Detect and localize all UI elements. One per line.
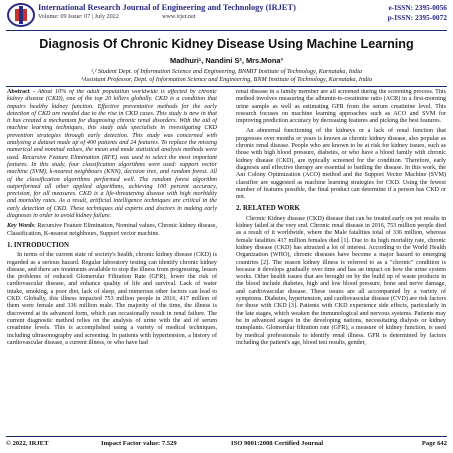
abstract-text: - About 10% of the adult population worldwide is affected by chronic kidney disease (CKD), one of the top 20 killers globally. CKD is a condition that impairs healthy kidney function. Effective preventative methods for the early detection of CKD are needed due to the rise in CKD cases. This study is new in that it has created a mechanism for diagnosing chronic renal disorders. With the aid of machine learning techniques, this study aids specialists in investigating CKD prevention strategies through early detection. This study was concerned with analysing a dataset made up of 400 patients and 24 features. To replace the missing numerical and nominal values, the mean and mode statistical analysis methods were used. Recursive Feature Elimination (RFE) was used to select the most important features. In this study, four classification algorithms were used: support vector machine (SVM), k-nearest neighbours (KNN), decision tree, and random forest. All of the classification algorithms performed well. The random forest algorithm outperformed all other applied algorithms, achieving 100 percent accuracy, precision, for all measures. CKD is a life-threatening disease with high morbidity and mortality rates. As a result, artificial intelligence techniques are critical in the early detection of CKD. These techniques aid experts and doctors in making early diagnoses in order to avoid kidney failure. [7,89,217,220]
introduction-heading: 1. INTRODUCTION [7,241,70,249]
p-issn: p-ISSN: 2395-0072 [387,12,447,22]
footer-page-number: Page 642 [421,440,447,447]
volume-line [38,13,338,21]
footer-impact-factor: Impact Factor value: 7.529 [101,440,177,447]
left-column [7,89,217,429]
journal-info [38,3,338,21]
abstract-label: Abstract [7,89,30,95]
irjet-logo-icon [6,2,36,28]
footer-copyright: © 2022, IRJET [6,440,49,447]
introduction-paragraph: In terms of the current state of society's health, chronic kidney disease (CKD) is regarded as a serious hazard. Regular laboratory testing can identify chronic kidney disease, and there are treatments available to stop the illness from progressing, lessen the problems of reduced Glomerular Filtration Rate (GFR), lower the risk of cardiovascular disease, and enhance quality of life and survival. Lack of water intake, smoking, a poor diet, lack of sleep, and numerous other factors can lead to CKD. Globally, this illness impacted 753 million people in 2016, 417 million of them were female and 336 million male. The majority of the time, the illness is discovered at its advanced form, which can occasionally result in renal failure. The current diagnostic method relies on the analysis of urine with the aid of serum creatinine levels. This is accomplished using a variety of medical techniques, including ultrasonography and screening. In patients with hypertension, a history of cardiovascular disease, a current illness, or who have had [7,252,217,346]
keywords-text: : Recursive Feature Elimination, Nominal values, Chronic kidney disease, Classification, K-nearest neighbours, Support vector machine. [7,223,217,237]
related-work-heading: 2. RELATED WORK [236,205,300,213]
screening-paragraph: renal disease in a family member are all screened during the screening process. This method involves measuring the albumin-to-creatinine ratio (ACR) in a first-morning urine sample as well as estimating GFR from the serum creatinine level. This research focuses on machine learning approaches such as ACO and SVM for improving prediction accuracy by decreasing features and picking the best features. [236,89,446,125]
volume-issue: Volume: 09 Issue: 07 | July 2022 [38,13,119,20]
journal-header [0,0,453,30]
affiliations [0,68,453,84]
right-column [236,89,446,429]
footer-divider [6,436,447,437]
journal-title: International Research Journal of Engineering and Technology (IRJET) [38,3,296,12]
abstract-paragraph [7,89,217,220]
title-divider [6,86,447,87]
footer-iso: ISO 9001:2008 Certified Journal [231,440,324,447]
affiliation-students: ¹,² Student Dept. of Information Science and Engineering, BNMIT Institute of Technology, Karnataka, India [90,68,362,75]
affiliation-professor: ³Assistant Professor, Dept. of Information Science and Engineering, BNM Institute of Technology, Karnataka, India [80,76,373,83]
issn-block [388,3,447,22]
related-work-paragraph: Chronic Kidney disease (CKD) disease that can be treated early on yet results in kidney failed at the very end. Chronic renal disease in 2016, 753 million people died as a result of it worldwide, where the Male fatalities total of 336 million, whereas female fatalities 417 million females died [1]. Due to its high mortality rate, chronic kidney disease (CKD) has attracted a lot of interest. According to the World Health Organization (WHO), chronic diseases have become a major hazard to emerging countries [2]. The reason kidney illness is referred to as a "chronic" condition is because it develops gradually over time and has an impact on how the urine system works. Other health issues that are brought on by the build up of waste products in the blood include diabetes, high and low blood pressure, bone and nerve damage, and cardiovascular disease. These issues are all accompanied by a variety of symptoms. Diabetes, hypertension, and cardiovascular disease (CVD) are risk factors for those with CKD [3]. Patients with CKD experience side effects, particularly in the late stages, which weaken the immunological and nervous systems. Patients may be in advanced stages in the developing nations, necessitating dialysis or kidney transplants. Glomerular filtration rate (GFR), a measure of kidney function, is used by medical professionals to identify renal illness. GFR is determined by factors including the patient's age, blood test results, gender, [236,215,446,346]
header-divider [6,30,447,31]
keywords-label: Key Words [7,223,35,230]
paper-title: Diagnosis Of Chronic Kidney Disease Using Machine Learning [39,37,414,51]
e-issn: e-ISSN: 2395-0056 [388,3,447,12]
journal-website[interactable]: www.irjet.net [161,13,196,20]
ckd-definition-paragraph: An abnormal functioning of the kidneys or a lack of renal function that progresses over months or years is known as chronic kidney disease, also popular as chronic renal disease. People who are known to be at risk for kidney issues, such as those with high blood pressure, diabetes, or who have a blood family with chronic kidney disease (CKD), are typically screened for the condition. Therefore, early diagnosis and effective therapy are essential to battling the disease. In this work, the Ant Colony Optimization (ACO) method and the Support Vector Machine (SVM) classifier are suggested as machine learning strategies for CKD. Using the fewest number of features possible, the final product can determine if a person has CKD or not. [236,128,446,201]
author-list: Madhuri¹, Nandini S², Mrs.Mona³ [170,56,283,65]
keywords-paragraph [7,223,217,238]
